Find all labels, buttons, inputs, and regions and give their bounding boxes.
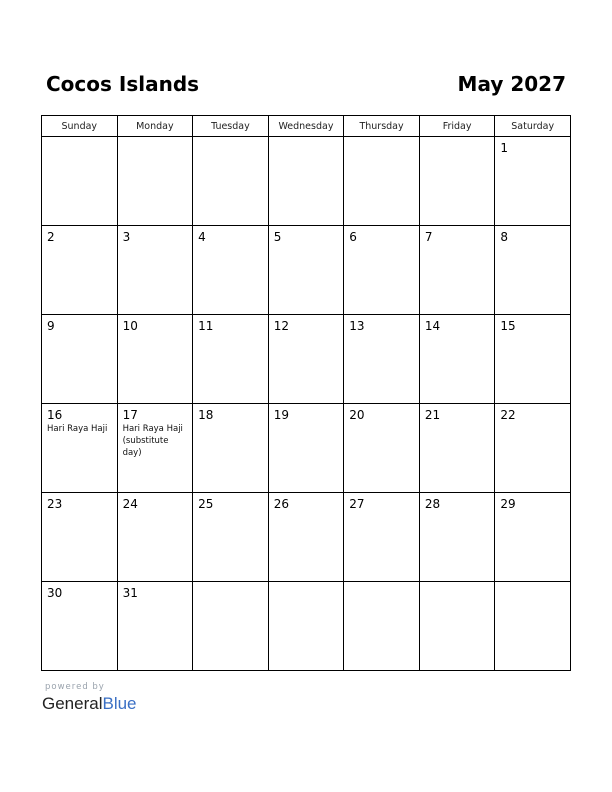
- day-cell-content: [344, 137, 419, 141]
- day-cell: [117, 226, 193, 315]
- empty-day-cell: [495, 582, 571, 671]
- empty-day-cell: [419, 582, 495, 671]
- weekday-saturday: Saturday: [495, 116, 571, 137]
- day-cell-content: [42, 137, 117, 141]
- day-cell: [495, 137, 571, 226]
- day-cell: [268, 493, 344, 582]
- empty-day-cell: [193, 582, 269, 671]
- day-cell-content: [118, 404, 193, 459]
- empty-day-cell: [419, 137, 495, 226]
- day-cell-content: [269, 493, 344, 511]
- day-number: 28: [424, 497, 441, 511]
- day-cell-content: [420, 493, 495, 511]
- day-cell: [117, 404, 193, 493]
- day-cell: [193, 315, 269, 404]
- day-cell-content: [495, 404, 570, 422]
- day-cell-content: [420, 404, 495, 422]
- day-number: 8: [500, 230, 509, 244]
- week-row: [42, 493, 571, 582]
- day-cell-content: [42, 226, 117, 244]
- day-cell: [344, 315, 420, 404]
- day-cell-content: [269, 226, 344, 244]
- day-cell-content: [193, 226, 268, 244]
- day-cell-content: [42, 315, 117, 333]
- day-number: 15: [500, 319, 516, 333]
- day-number: 31: [122, 586, 138, 600]
- day-cell-content: [42, 582, 117, 600]
- day-cell-content: [420, 315, 495, 333]
- day-cell: [42, 226, 118, 315]
- month-year-title: May 2027: [457, 72, 566, 96]
- day-cell: [268, 226, 344, 315]
- day-cell: [42, 404, 118, 493]
- day-cell-content: [193, 582, 268, 586]
- weekday-header-row: [42, 116, 571, 137]
- day-cell: [419, 315, 495, 404]
- day-cell: [117, 315, 193, 404]
- day-number: 7: [424, 230, 433, 244]
- empty-day-cell: [193, 137, 269, 226]
- day-cell-content: [495, 493, 570, 511]
- day-cell: [193, 226, 269, 315]
- day-number: 23: [47, 497, 63, 511]
- day-number: 25: [198, 497, 214, 511]
- day-number: 26: [273, 497, 289, 511]
- empty-day-cell: [117, 137, 193, 226]
- day-cell: [344, 226, 420, 315]
- day-cell-content: [495, 226, 570, 244]
- weekday-wednesday: Wednesday: [268, 116, 344, 137]
- powered-by-text: powered by: [45, 682, 105, 692]
- day-cell-content: [42, 493, 117, 511]
- day-cell-content: [344, 493, 419, 511]
- day-cell: [193, 493, 269, 582]
- day-cell: [42, 582, 118, 671]
- day-cell: [344, 404, 420, 493]
- day-cell: [42, 493, 118, 582]
- day-cell-content: [495, 315, 570, 333]
- day-cell-content: [118, 493, 193, 511]
- weekday-thursday: Thursday: [344, 116, 420, 137]
- day-cell: [419, 404, 495, 493]
- day-cell: [495, 315, 571, 404]
- day-number: 14: [424, 319, 441, 333]
- day-cell: [42, 315, 118, 404]
- day-cell-content: [269, 582, 344, 586]
- day-number: 10: [122, 319, 138, 333]
- empty-day-cell: [268, 582, 344, 671]
- day-cell: [268, 404, 344, 493]
- holiday-label: Hari Raya Haji (substitute day): [122, 424, 183, 458]
- day-number: 30: [47, 586, 63, 600]
- day-cell-content: [344, 226, 419, 244]
- day-cell-content: [420, 582, 495, 586]
- logo-blue-text: Blue: [102, 694, 137, 713]
- footer: [42, 681, 137, 714]
- day-cell: [268, 315, 344, 404]
- day-cell: [495, 226, 571, 315]
- day-number: 13: [349, 319, 365, 333]
- generalblue-logo: [42, 694, 137, 714]
- day-number: 2: [47, 230, 55, 244]
- week-row: [42, 137, 571, 226]
- day-number: 5: [273, 230, 282, 244]
- day-cell: [419, 493, 495, 582]
- day-cell-content: [344, 582, 419, 586]
- day-cell-content: [118, 226, 193, 244]
- day-cell-content: [42, 404, 117, 435]
- day-cell-content: [193, 137, 268, 141]
- day-number: 9: [47, 319, 55, 333]
- day-number: 4: [198, 230, 206, 244]
- day-number: 19: [273, 408, 289, 422]
- day-cell-content: [118, 137, 193, 141]
- day-number: 29: [500, 497, 516, 511]
- day-number: 12: [273, 319, 289, 333]
- day-cell-content: [193, 493, 268, 511]
- holiday-label: Hari Raya Haji: [47, 424, 108, 434]
- day-number: 6: [349, 230, 357, 244]
- week-row: [42, 404, 571, 493]
- day-number: 20: [349, 408, 365, 422]
- day-number: 24: [122, 497, 138, 511]
- week-row: [42, 582, 571, 671]
- day-cell-content: [193, 404, 268, 422]
- day-cell-content: [269, 137, 344, 141]
- day-cell: [344, 493, 420, 582]
- day-cell: [193, 404, 269, 493]
- day-cell-content: [118, 315, 193, 333]
- day-cell-content: [344, 315, 419, 333]
- empty-day-cell: [268, 137, 344, 226]
- day-cell: [419, 226, 495, 315]
- day-number: 17: [122, 408, 138, 422]
- day-cell: [117, 582, 193, 671]
- calendar-grid: [41, 115, 571, 671]
- day-cell: [495, 493, 571, 582]
- day-cell-content: [495, 582, 570, 586]
- week-row: [42, 315, 571, 404]
- day-number: 22: [500, 408, 516, 422]
- day-number: 1: [500, 141, 509, 155]
- empty-day-cell: [344, 582, 420, 671]
- calendar-body: [42, 137, 571, 671]
- logo-general-text: General: [42, 694, 103, 713]
- weekday-friday: Friday: [419, 116, 495, 137]
- day-cell-content: [118, 582, 193, 600]
- day-number: 27: [349, 497, 365, 511]
- weekday-tuesday: Tuesday: [193, 116, 269, 137]
- day-cell-content: [495, 137, 570, 155]
- day-number: 11: [198, 319, 214, 333]
- empty-day-cell: [344, 137, 420, 226]
- day-number: 16: [47, 408, 63, 422]
- day-cell-content: [269, 404, 344, 422]
- day-cell-content: [344, 404, 419, 422]
- week-row: [42, 226, 571, 315]
- day-cell-content: [193, 315, 268, 333]
- day-cell-content: [420, 137, 495, 141]
- day-cell-content: [269, 315, 344, 333]
- day-number: 21: [424, 408, 441, 422]
- day-cell-content: [420, 226, 495, 244]
- weekday-monday: Monday: [117, 116, 193, 137]
- day-number: 18: [198, 408, 214, 422]
- country-title: Cocos Islands: [46, 72, 200, 96]
- weekday-sunday: Sunday: [42, 116, 118, 137]
- calendar-header: [46, 70, 566, 100]
- day-cell: [495, 404, 571, 493]
- day-number: 3: [122, 230, 131, 244]
- day-cell: [117, 493, 193, 582]
- empty-day-cell: [42, 137, 118, 226]
